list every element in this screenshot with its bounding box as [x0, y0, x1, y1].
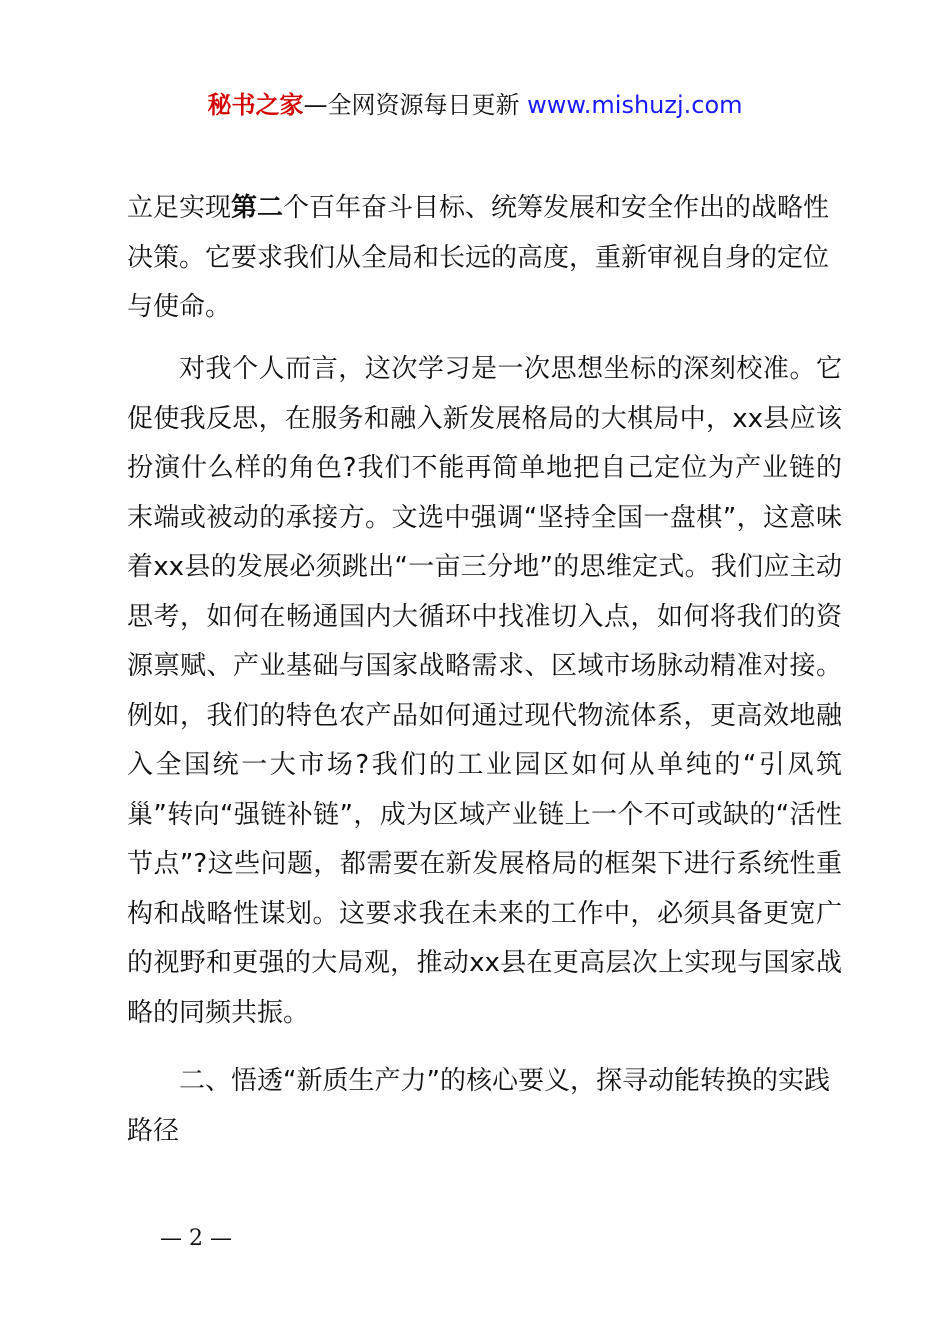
brand-name: 秘书之家	[207, 91, 304, 119]
page-number: — 2 —	[160, 1226, 232, 1251]
header-slogan: —全网资源每日更新	[303, 91, 520, 119]
site-header	[0, 88, 950, 122]
paragraph-1	[127, 184, 842, 333]
section-heading: 二、悟透“新质生产力”的核心要义，探寻动能转换的实践路径	[127, 1066, 830, 1146]
paragraph-1-rest: 个百年奋斗目标、统筹发展和安全作出的战略性决策。它要求我们从全局和长远的高度，重新审视自身的定位与使命。	[127, 193, 830, 322]
paragraph-2: 对我个人而言，这次学习是一次思想坐标的深刻校准。它促使我反思，在服务和融入新发展格局的大棋局中，xx县应该扮演什么样的角色?我们不能再简单地把自己定位为产业链的末端或被动的承接方。文选中强调“坚持全国一盘棋”，这意味着xx县的发展必须跳出“一亩三分地”的思维定式。我们应主动思考，如何在畅通国内大循环中找准切入点，如何将我们的资源禀赋、产业基础与国家战略需求、区域市场脉动精准对接。例如，我们的特色农产品如何通过现代物流体系，更高效地融入全国统一大市场?我们的工业园区如何从单纯的“引凤筑巢”转向“强链补链”，成为区域产业链上一个不可或缺的“活性节点”?这些问题，都需要在新发展格局的框架下进行系统性重构和战略性谋划。这要求我在未来的工作中，必须具备更宽广的视野和更强的大局观，推动xx县在更高层次上实现与国家战略的同频共振。	[127, 354, 842, 1028]
site-url-link[interactable]: www.mishuzj.com	[527, 91, 743, 119]
paragraph-1-bold: 第二	[231, 193, 284, 223]
paragraph-1-start: 立足实现	[127, 193, 232, 223]
